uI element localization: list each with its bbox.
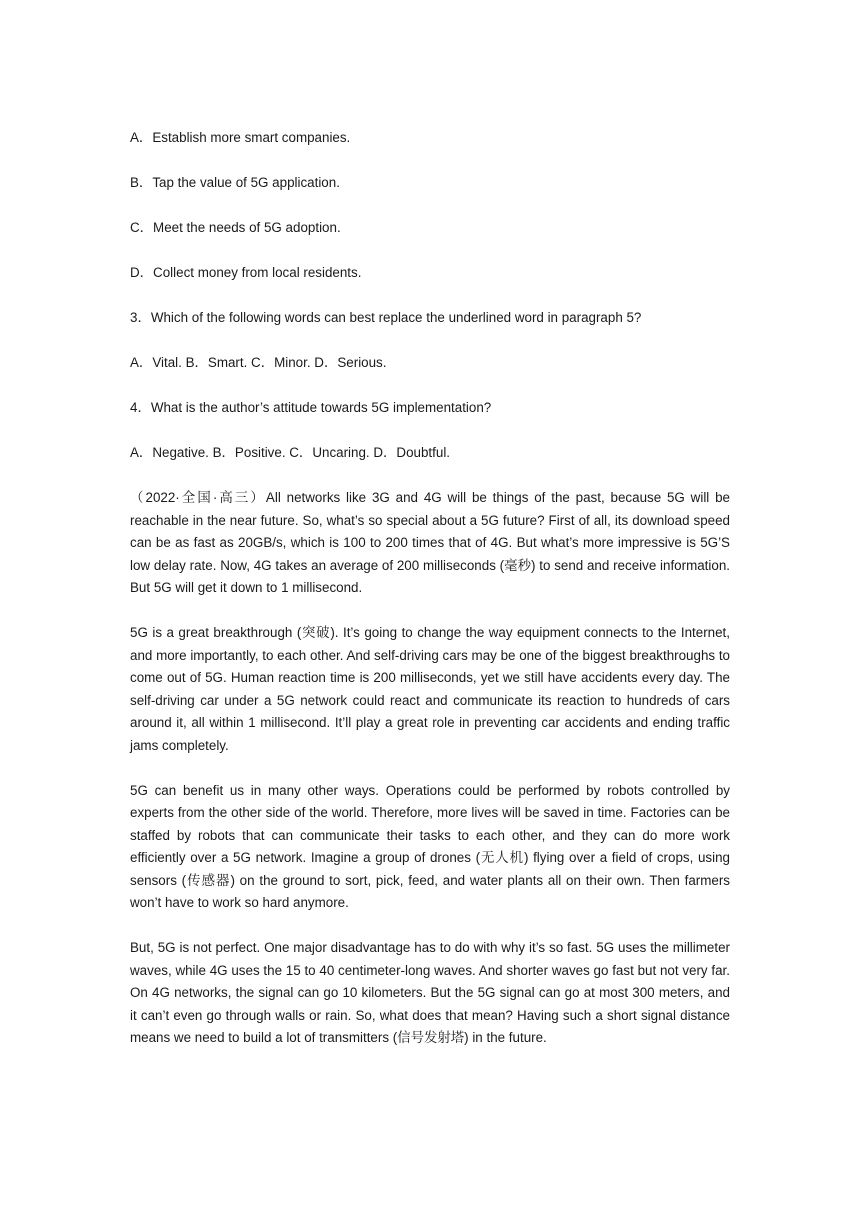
question-4-stem: 4．What is the author’s attitude towards 5G implementation?: [130, 400, 492, 415]
option-a: A．Establish more smart companies.: [130, 130, 351, 145]
passage-paragraph-3: 5G can benefit us in many other ways. Operations could be performed by robots controlled by experts from the other side of the world. Therefore, more lives will be saved in time. Factories can be staffed by robots that can communicate their tasks to each other, and they can do more work efficiently over a 5G network. Imagine a group of drones (无人机) flying over a field of crops, using sensors (传感器) on the ground to sort, pick, feed, and water plants all on their own. Then farmers won’t have to work so hard anymore.: [130, 782, 730, 910]
document-page: [130, 127, 730, 1072]
question-4-options: A．Negative. B．Positive. C．Uncaring. D．Doubtful.: [130, 445, 451, 460]
passage-paragraph-2: 5G is a great breakthrough (突破). It’s going to change the way equipment connects to the Internet, and more importantly, to each other. And self-driving cars may be one of the biggest breakthroughs to come out of 5G. Human reaction time is 200 milliseconds, yet we still have accidents every day. The self-driving car under a 5G network could react and communicate its reaction to hundreds of cars around it, all within 1 millisecond. It’ll play a great role in preventing car accidents and ending traffic jams completely.: [130, 625, 730, 753]
question-3-stem: 3．Which of the following words can best replace the underlined word in paragraph 5?: [130, 310, 642, 325]
question-3-options: A．Vital. B．Smart. C．Minor. D．Serious.: [130, 355, 387, 370]
option-b: B．Tap the value of 5G application.: [130, 175, 340, 190]
passage-paragraph-1: （2022·全国·高三）All networks like 3G and 4G will be things of the past, because 5G will be reachable in the near future. So, what’s so special about a 5G future? First of all, its download speed can be as fast as 20GB/s, which is 100 to 200 times that of 4G. But what’s more impressive is 5G’S low delay rate. Now, 4G takes an average of 200 milliseconds (毫秒) to send and receive information. But 5G will get it down to 1 millisecond.: [130, 490, 730, 595]
option-c: C．Meet the needs of 5G adoption.: [130, 220, 341, 235]
option-d: D．Collect money from local residents.: [130, 265, 362, 280]
passage-paragraph-4: But, 5G is not perfect. One major disadvantage has to do with why it’s so fast. 5G uses the millimeter waves, while 4G uses the 15 to 40 centimeter-long waves. And shorter waves go fast but not very far. On 4G networks, the signal can go 10 kilometers. But the 5G signal can go at most 300 meters, and it can’t even go through walls or rain. So, what does that mean? Having such a short signal distance means we need to build a lot of transmitters (信号发射塔) in the future.: [130, 940, 730, 1045]
